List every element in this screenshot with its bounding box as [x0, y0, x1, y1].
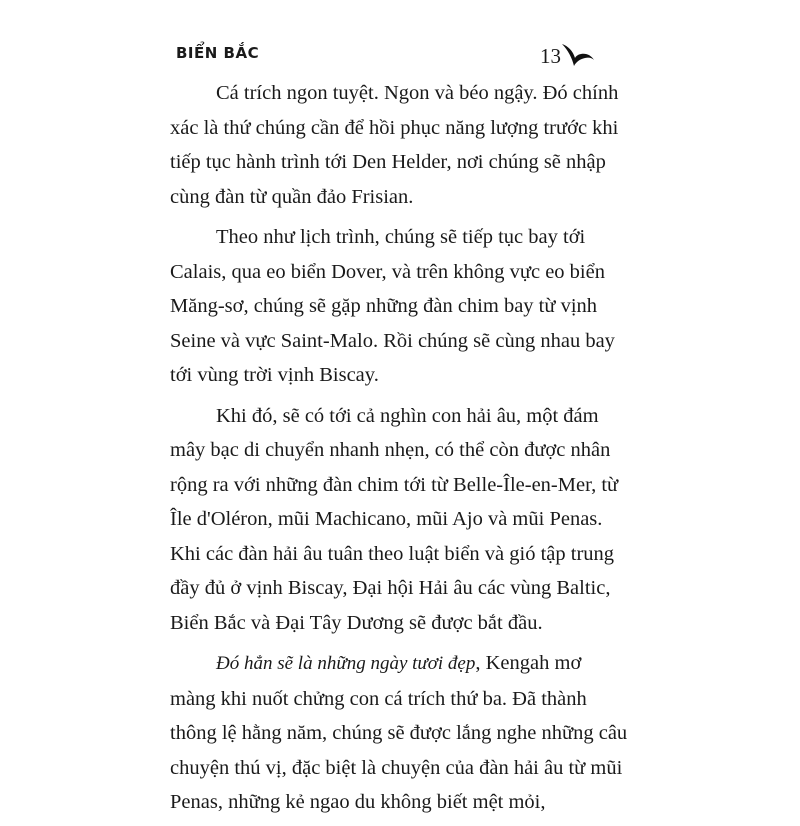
paragraph-1: Cá trích ngon tuyệt. Ngon và béo ngậy. Đó chính xác là thứ chúng cần để hồi phục năng lượng trước khi tiếp tục hành trình tới Den Helder, nơi chúng sẽ nhập cùng đàn từ quần đảo Frisian. — [170, 82, 619, 208]
body-text — [170, 76, 630, 826]
seagull-icon — [560, 38, 596, 72]
page-number: 13 — [540, 44, 561, 68]
paragraph-3: Khi đó, sẽ có tới cả nghìn con hải âu, một đám mây bạc di chuyển nhanh nhẹn, có thể còn được nhân rộng ra với những đàn chim tới từ Belle-Île-en-Mer, từ Île d'Oléron, mũi Machicano, mũi Ajo và mũi Penas. Khi các đàn hải âu tuân theo luật biển và gió tập trung đầy đủ ở vịnh Biscay, Đại hội Hải âu các vùng Baltic, Biển Bắc và Đại Tây Dương sẽ được bắt đầu. — [170, 404, 619, 634]
paragraph-4-italic: Đó hẳn sẽ là những ngày tươi đẹp — [216, 653, 476, 674]
paragraph-2: Theo như lịch trình, chúng sẽ tiếp tục bay tới Calais, qua eo biển Dover, và trên không vực eo biển Măng-sơ, chúng sẽ gặp những đàn chim bay từ vịnh Seine và vực Saint-Malo. Rồi chúng sẽ cùng nhau bay tới vùng trời vịnh Biscay. — [170, 226, 615, 386]
paragraph-4-text: , Kengah mơ màng khi nuốt chửng con cá trích thứ ba. Đã thành thông lệ hằng năm, chúng sẽ được lắng nghe những câu chuyện thú vị, đặc biệt là chuyện của đàn hải âu từ mũi Penas, những kẻ ngao du không biết mệt mỏi, — [170, 652, 628, 813]
running-head-title: BIỂN BẮC — [176, 44, 260, 62]
paragraph-4 — [170, 646, 630, 820]
